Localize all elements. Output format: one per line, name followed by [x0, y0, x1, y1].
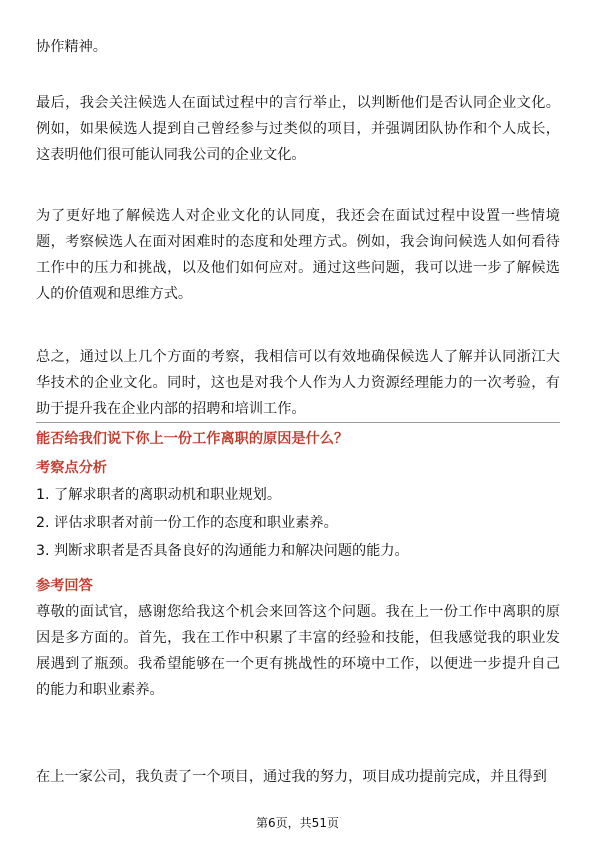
question-heading: 能否给我们说下你上一份工作离职的原因是什么？ [36, 431, 349, 447]
page-footer: 第6页，共51页 [256, 816, 339, 830]
section-divider [36, 422, 560, 423]
paragraph-summary: 总之，通过以上几个方面的考察，我相信可以有效地确保候选人了解并认同浙江大华技术的企业文化。同时，这也是对我个人作为人力资源经理能力的一次考验，有助于提升我在企业内部的招聘和培训工作。 [36, 349, 560, 417]
paragraph-continuation: 协作精神。 [36, 39, 107, 55]
paragraph-behavior: 最后，我会关注候选人在面试过程中的言行举止，以判断他们是否认同企业文化。例如，如果候选人提到自己曾经参与过类似的项目，并强调团队协作和个人成长，这表明他们很可能认同我公司的企业文化。 [36, 95, 560, 163]
paragraph-situational: 为了更好地了解候选人对企业文化的认同度，我还会在面试过程中设置一些情境题，考察候选人在面对困难时的态度和处理方式。例如，我会询问候选人如何看待工作中的压力和挑战，以及他们如何应对。通过这些问题，我可以进一步了解候选人的价值观和思维方式。 [36, 208, 560, 302]
analysis-item: 1. 了解求职者的离职动机和职业规划。 [36, 487, 282, 503]
answer-paragraph-continued: 在上一家公司，我负责了一个项目，通过我的努力，项目成功提前完成，并且得到 [36, 769, 547, 785]
analysis-item: 2. 评估求职者对前一份工作的态度和职业素养。 [36, 515, 338, 531]
answer-label: 参考回答 [36, 578, 93, 594]
analysis-item: 3. 判断求职者是否具备良好的沟通能力和解决问题的能力。 [36, 543, 409, 559]
analysis-label: 考察点分析 [36, 460, 107, 476]
answer-paragraph: 尊敬的面试官，感谢您给我这个机会来回答这个问题。我在上一份工作中离职的原因是多方面的。首先，我在工作中积累了丰富的经验和技能，但我感觉我的职业发展遇到了瓶颈。我希望能够在一个更有挑战性的环境中工作，以便进一步提升自己的能力和职业素养。 [36, 604, 560, 698]
